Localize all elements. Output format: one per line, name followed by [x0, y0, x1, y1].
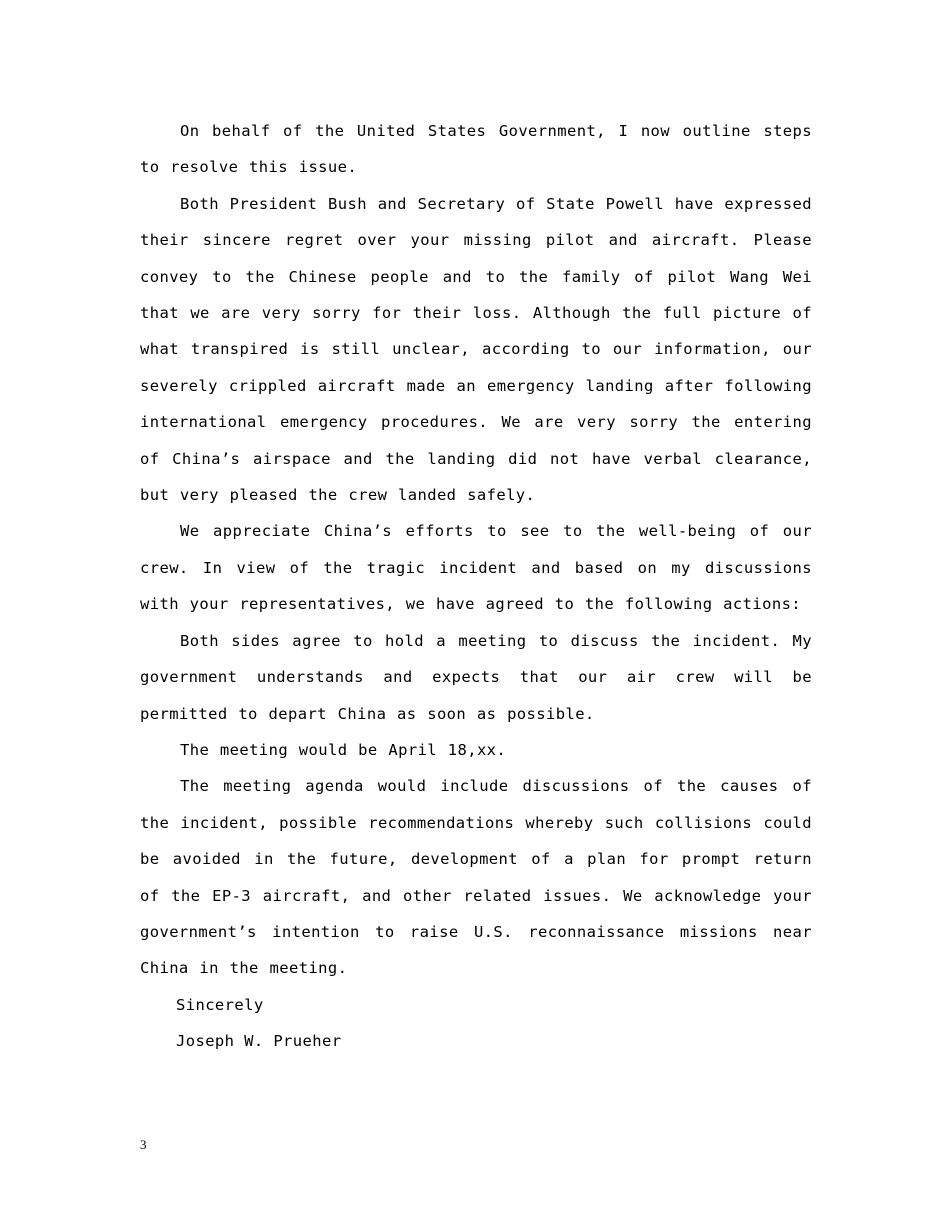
page-number: 3	[140, 1137, 147, 1152]
paragraph-meeting-date: The meeting would be April 18,xx.	[180, 740, 507, 759]
signature-name: Joseph W. Prueher	[176, 1032, 342, 1051]
paragraph-meeting-agenda: The meeting agenda would include discussions of the causes of the incident, possible recommendations whereby such collisions could be avoided in the future, development of a plan for prompt return of the EP-3 aircraft, and other related issues. We acknowledge your government’s intention to raise U.S. reconnaissance missions near China in the meeting.	[140, 777, 812, 978]
paragraph-regret: Both President Bush and Secretary of State Powell have expressed their sincere regret over your missing pilot and aircraft. Please convey to the Chinese people and to the family of pilot Wang Wei that we are very sorry for their loss. Although the full picture of what transpired is still unclear, according to our information, our severely crippled aircraft made an emergency landing after following international emergency procedures. We are very sorry the entering of China’s airspace and the landing did not have verbal clearance, but very pleased the crew landed safely.	[140, 194, 812, 505]
paragraph-intro: On behalf of the United States Government, I now outline steps to resolve this issue.	[140, 122, 812, 177]
paragraph-meeting-agreement: Both sides agree to hold a meeting to discuss the incident. My government understands and expects that our air crew will be permitted to depart China as soon as possible.	[140, 631, 812, 723]
closing-salutation: Sincerely	[176, 995, 264, 1014]
letter-body	[140, 113, 812, 1060]
paragraph-appreciation: We appreciate China’s efforts to see to the well-being of our crew. In view of the tragic incident and based on my discussions with your representatives, we have agreed to the following actions:	[140, 522, 812, 614]
